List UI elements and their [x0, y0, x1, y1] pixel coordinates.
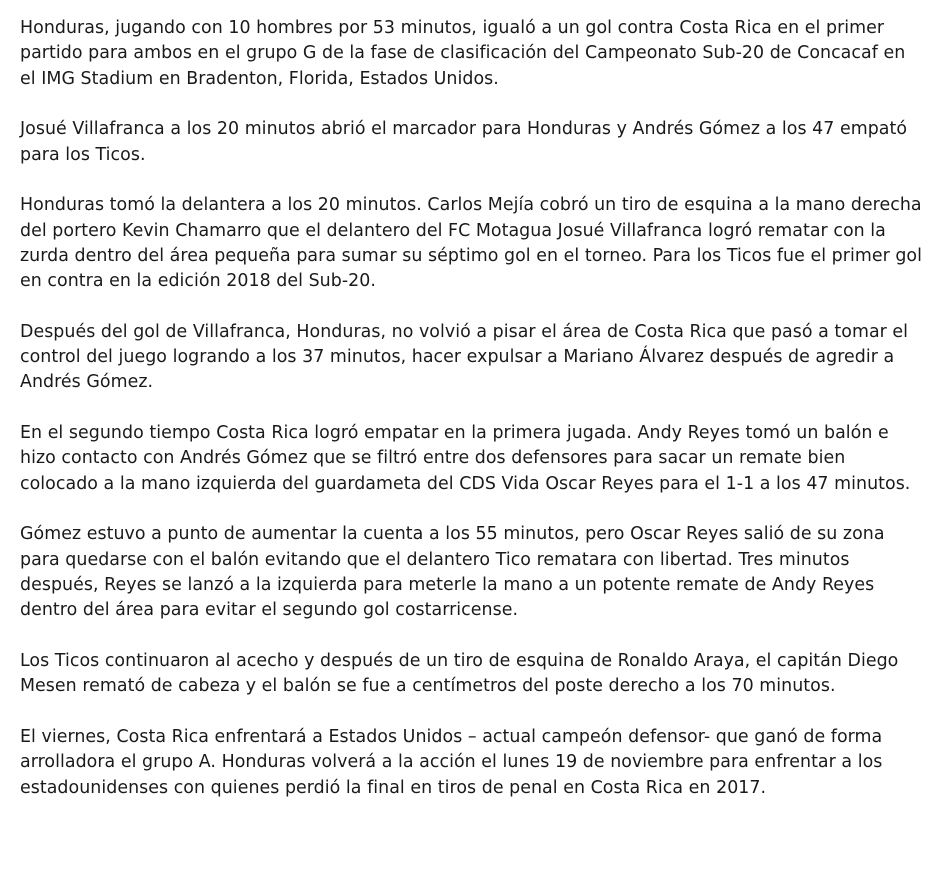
article-paragraph-4: Después del gol de Villafranca, Honduras, no volvió a pisar el área de Costa Rica que pasó a tomar el control del juego logrando a los 37 minutos, hacer expulsar a Mariano Álvarez después de agredir a Andrés Gómez. [20, 321, 909, 393]
article-paragraph-2: Josué Villafranca a los 20 minutos abrió el marcador para Honduras y Andrés Gómez a los 47 empató para los Ticos. [20, 119, 908, 165]
article-paragraph-6: Gómez estuvo a punto de aumentar la cuenta a los 55 minutos, pero Oscar Reyes salió de su zona para quedarse con el balón evitando que el delantero Tico rematara con libertad. Tres minutos después, Reyes se lanzó a la izquierda para meterle la mano a un potente remate de Andy Reyes dentro del área para evitar el segundo gol costarricense. [20, 524, 885, 621]
article-paragraph-8: El viernes, Costa Rica enfrentará a Estados Unidos – actual campeón defensor- que ganó de forma arrolladora el grupo A. Honduras volverá a la acción el lunes 19 de noviembre para enfrentar a los estadounidenses con quienes perdió la final en tiros de penal en Costa Rica en 2017. [20, 726, 883, 798]
article-paragraph-7: Los Ticos continuaron al acecho y después de un tiro de esquina de Ronaldo Araya, el capitán Diego Mesen remató de cabeza y el balón se fue a centímetros del poste derecho a los 70 minutos. [20, 650, 899, 697]
article-paragraph-1: Honduras, jugando con 10 hombres por 53 minutos, igualó a un gol contra Costa Rica en el primer partido para ambos en el grupo G de la fase de clasificación del Campeonato Sub-20 de Concacaf en el IMG Stadium en Bradenton, Florida, Estados Unidos. [20, 18, 906, 89]
article-paragraph-3: Honduras tomó la delantera a los 20 minutos. Carlos Mejía cobró un tiro de esquina a la mano derecha del portero Kevin Chamarro que el delantero del FC Motagua Josué Villafranca logró rematar con la zurda dentro del área pequeña para sumar su séptimo gol en el torneo. Para los Ticos fue el primer gol en contra en la edición 2018 del Sub-20. [20, 195, 923, 292]
article-body [20, 16, 925, 801]
article-paragraph-5: En el segundo tiempo Costa Rica logró empatar en la primera jugada. Andy Reyes tomó un balón e hizo contacto con Andrés Gómez que se filtró entre dos defensores para sacar un remate bien colocado a la mano izquierda del guardameta del CDS Vida Oscar Reyes para el 1-1 a los 47 minutos. [20, 423, 911, 494]
